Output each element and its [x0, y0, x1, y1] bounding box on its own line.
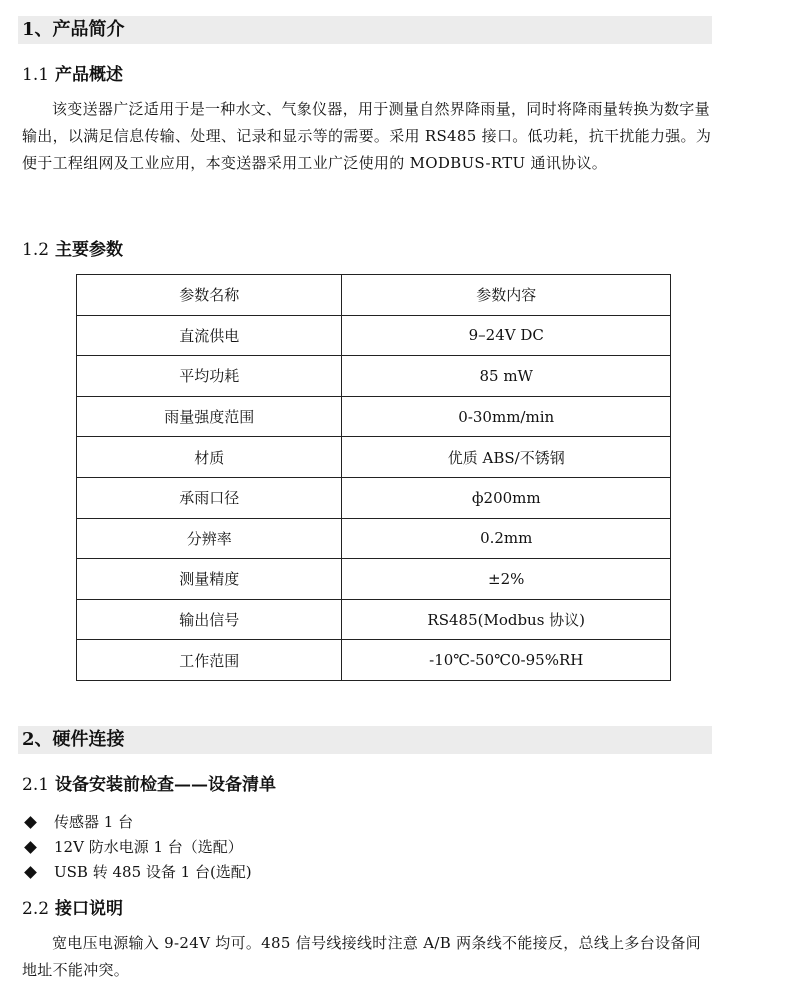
param-name-cell: 平均功耗 [77, 356, 342, 397]
product-overview-paragraph [22, 96, 712, 177]
list-item-text: 传感器 1 台 [54, 813, 134, 831]
subsection-2-2-heading [22, 898, 123, 920]
diamond-bullet-icon [24, 816, 37, 829]
param-value-cell: 优质 ABS/不锈钢 [342, 437, 671, 478]
param-name-cell: 工作范围 [77, 640, 342, 681]
subsection-1-2-heading [22, 239, 123, 261]
subsection-1-1-title: 产品概述 [54, 65, 123, 85]
param-value-cell: ф200mm [342, 477, 671, 518]
interface-description-text: 宽电压电源输入 9-24V 均可。485 信号线接线时注意 A/B 两条线不能接反，总线上多台设备间地址不能冲突。 [22, 934, 701, 979]
subsection-1-1-number: 1.1 [22, 65, 50, 85]
list-item-text: USB 转 485 设备 1 台(选配) [54, 863, 252, 881]
param-value-cell: RS485(Modbus 协议) [342, 599, 671, 640]
param-name-cell: 承雨口径 [77, 477, 342, 518]
section-1-heading: 1、产品简介 [18, 16, 712, 44]
table-row [77, 437, 671, 478]
diamond-bullet-icon [24, 841, 37, 854]
product-overview-text: 该变送器广泛适用于是一种水文、气象仪器，用于测量自然界降雨量，同时将降雨量转换为数字量输出，以满足信息传输、处理、记录和显示等的需要。采用 RS485 接口。低功耗，抗干扰能力强。为便于工程组网及工业应用，本变送器采用工业广泛使用的 MODBUS-RTU 通讯协议。 [22, 100, 712, 172]
subsection-2-2-number: 2.2 [22, 899, 50, 919]
param-value-cell: 9–24V DC [342, 315, 671, 356]
subsection-2-2-title: 接口说明 [54, 899, 123, 919]
subsection-1-2-number: 1.2 [22, 240, 50, 260]
param-value-cell: 0-30mm/min [342, 396, 671, 437]
table-row [77, 315, 671, 356]
param-name-cell: 直流供电 [77, 315, 342, 356]
param-value-cell: 0.2mm [342, 518, 671, 559]
param-value-cell: ±2% [342, 559, 671, 600]
section-2-heading: 2、硬件连接 [18, 726, 712, 754]
header-param-value: 参数内容 [342, 275, 671, 316]
list-item-text: 12V 防水电源 1 台（选配） [54, 838, 243, 856]
list-item [22, 810, 252, 835]
table-row [77, 518, 671, 559]
table-row [77, 356, 671, 397]
subsection-2-1-heading [22, 774, 276, 796]
param-name-cell: 雨量强度范围 [77, 396, 342, 437]
table-row [77, 640, 671, 681]
param-name-cell: 分辨率 [77, 518, 342, 559]
param-value-cell: -10℃-50℃0-95%RH [342, 640, 671, 681]
table-row [77, 559, 671, 600]
param-name-cell: 材质 [77, 437, 342, 478]
subsection-1-1-heading [22, 64, 123, 86]
header-param-name: 参数名称 [77, 275, 342, 316]
table-row [77, 477, 671, 518]
interface-description-paragraph [22, 930, 712, 984]
list-item [22, 860, 252, 885]
param-value-cell: 85 mW [342, 356, 671, 397]
param-name-cell: 输出信号 [77, 599, 342, 640]
diamond-bullet-icon [24, 866, 37, 879]
table-row [77, 396, 671, 437]
list-item [22, 835, 252, 860]
table-row [77, 599, 671, 640]
param-name-cell: 测量精度 [77, 559, 342, 600]
subsection-2-1-number: 2.1 [22, 775, 50, 795]
table-header-row [77, 275, 671, 316]
subsection-1-2-title: 主要参数 [54, 240, 123, 260]
subsection-2-1-title: 设备安装前检查——设备清单 [54, 775, 276, 795]
equipment-list [22, 810, 252, 885]
parameters-table [76, 274, 671, 681]
